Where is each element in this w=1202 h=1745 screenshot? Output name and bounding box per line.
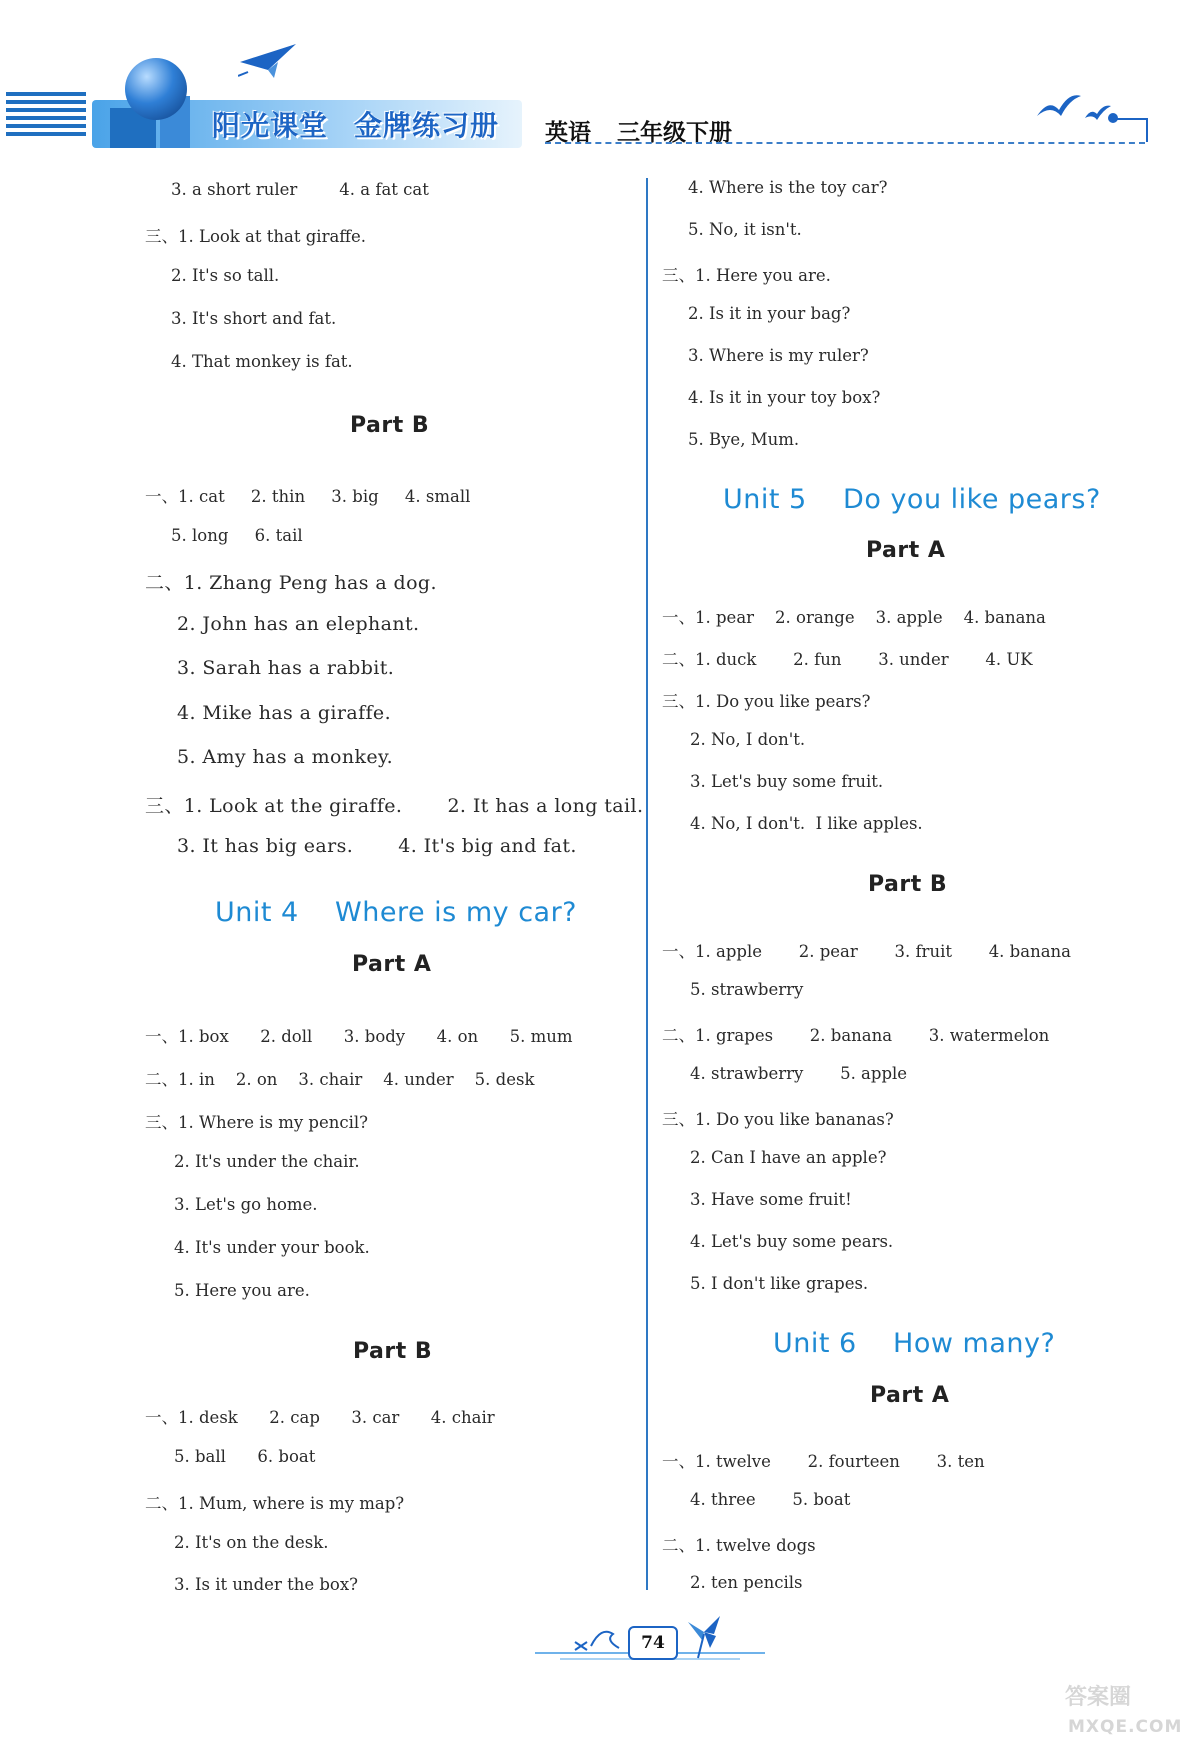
globe-icon xyxy=(125,58,187,120)
answer-line: 3. Is it under the box? xyxy=(174,1575,358,1594)
answer-line: 二、1. Zhang Peng has a dog. xyxy=(145,572,437,594)
answer-line: 三、1. Look at the giraffe. 2. It has a long tail. xyxy=(145,795,644,817)
ribbon-icon xyxy=(573,1622,625,1658)
answer-line: 二、1. in 2. on 3. chair 4. under 5. desk xyxy=(145,1070,535,1089)
answer-line: 4. No, I don't. I like apples. xyxy=(690,814,923,833)
answer-line: 二、1. grapes 2. banana 3. watermelon xyxy=(662,1026,1050,1045)
answer-line: 2. Is it in your bag? xyxy=(688,304,851,323)
answer-line: 2. ten pencils xyxy=(690,1573,803,1592)
answer-line: 3. It has big ears. 4. It's big and fat. xyxy=(177,835,577,857)
answer-line: 3. Have some fruit! xyxy=(690,1190,852,1209)
part-heading: Part A xyxy=(352,952,432,977)
answer-line: 4. strawberry 5. apple xyxy=(690,1064,908,1083)
part-heading: Part B xyxy=(868,872,948,897)
header-stripes xyxy=(6,92,86,150)
header-hook xyxy=(1110,118,1148,142)
answer-line: 一、1. pear 2. orange 3. apple 4. banana xyxy=(662,608,1046,627)
part-heading: Part A xyxy=(870,1383,950,1408)
seagull-icon xyxy=(1035,88,1115,128)
answer-line: 4. That monkey is fat. xyxy=(171,352,353,371)
answer-line: 5. I don't like grapes. xyxy=(690,1274,869,1293)
answer-line: 3. Sarah has a rabbit. xyxy=(177,657,395,679)
answer-line: 三、1. Where is my pencil? xyxy=(145,1113,369,1132)
answer-line: 2. It's so tall. xyxy=(171,266,280,285)
part-heading: Part B xyxy=(353,1339,433,1364)
answer-line: 2. No, I don't. xyxy=(690,730,806,749)
answer-line: 2. It's under the chair. xyxy=(174,1152,360,1171)
page-number: 74 xyxy=(628,1626,678,1660)
answer-line: 3. a short ruler 4. a fat cat xyxy=(171,180,429,199)
answer-line: 3. It's short and fat. xyxy=(171,309,337,328)
page-header xyxy=(0,0,1202,160)
answer-line: 4. Is it in your toy box? xyxy=(688,388,881,407)
part-heading: Part A xyxy=(866,538,946,563)
answer-line: 4. Mike has a giraffe. xyxy=(177,702,392,724)
answer-line: 二、1. Mum, where is my map? xyxy=(145,1494,405,1513)
answer-line: 3. Where is my ruler? xyxy=(688,346,869,365)
answer-line: 二、1. duck 2. fun 3. under 4. UK xyxy=(662,650,1033,669)
paper-plane-icon xyxy=(238,40,298,80)
column-divider xyxy=(646,178,648,1590)
answer-line: 4. three 5. boat xyxy=(690,1490,851,1509)
answer-line: 二、1. twelve dogs xyxy=(662,1536,816,1555)
unit-heading: Unit 6 How many? xyxy=(773,1328,1056,1359)
subject-label: 英语 xyxy=(545,120,591,146)
part-heading: Part B xyxy=(350,413,430,438)
answer-line: 5. Here you are. xyxy=(174,1281,310,1300)
answer-line: 5. ball 6. boat xyxy=(174,1447,316,1466)
answer-line: 5. Amy has a monkey. xyxy=(177,746,394,768)
answer-line: 一、1. twelve 2. fourteen 3. ten xyxy=(662,1452,985,1471)
answer-line: 5. No, it isn't. xyxy=(688,220,802,239)
answer-line: 一、1. desk 2. cap 3. car 4. chair xyxy=(145,1408,495,1427)
answer-line: 三、1. Do you like pears? xyxy=(662,692,871,711)
header-dashed-line xyxy=(545,142,1145,144)
grade-label: 三年级下册 xyxy=(617,120,732,146)
answer-line: 2. It's on the desk. xyxy=(174,1533,329,1552)
answer-line: 2. John has an elephant. xyxy=(177,613,420,635)
answer-line: 5. Bye, Mum. xyxy=(688,430,800,449)
series-title-1: 阳光课堂 xyxy=(212,109,329,142)
answer-line: 5. long 6. tail xyxy=(171,526,303,545)
watermark-url: MXQE.COM xyxy=(1068,1717,1183,1737)
answer-line: 4. It's under your book. xyxy=(174,1238,370,1257)
unit-heading: Unit 5 Do you like pears? xyxy=(723,484,1101,515)
answer-line: 三、1. Look at that giraffe. xyxy=(145,227,367,246)
answer-line: 3. Let's buy some fruit. xyxy=(690,772,884,791)
answer-line: 5. strawberry xyxy=(690,980,804,999)
series-title-2: 金牌练习册 xyxy=(354,109,500,142)
answer-line: 三、1. Here you are. xyxy=(662,266,831,285)
answer-line: 三、1. Do you like bananas? xyxy=(662,1110,894,1129)
watermark-logo: 答案圈 xyxy=(1065,1685,1132,1710)
answer-line: 4. Let's buy some pears. xyxy=(690,1232,894,1251)
answer-line: 4. Where is the toy car? xyxy=(688,178,888,197)
answer-line: 一、1. apple 2. pear 3. fruit 4. banana xyxy=(662,942,1072,961)
answer-line: 一、1. cat 2. thin 3. big 4. small xyxy=(145,487,471,506)
answer-line: 3. Let's go home. xyxy=(174,1195,318,1214)
series-title xyxy=(212,104,525,144)
pinwheel-icon xyxy=(680,1612,730,1660)
answer-line: 一、1. box 2. doll 3. body 4. on 5. mum xyxy=(145,1027,573,1046)
unit-heading: Unit 4 Where is my car? xyxy=(215,897,578,928)
answer-line: 2. Can I have an apple? xyxy=(690,1148,887,1167)
